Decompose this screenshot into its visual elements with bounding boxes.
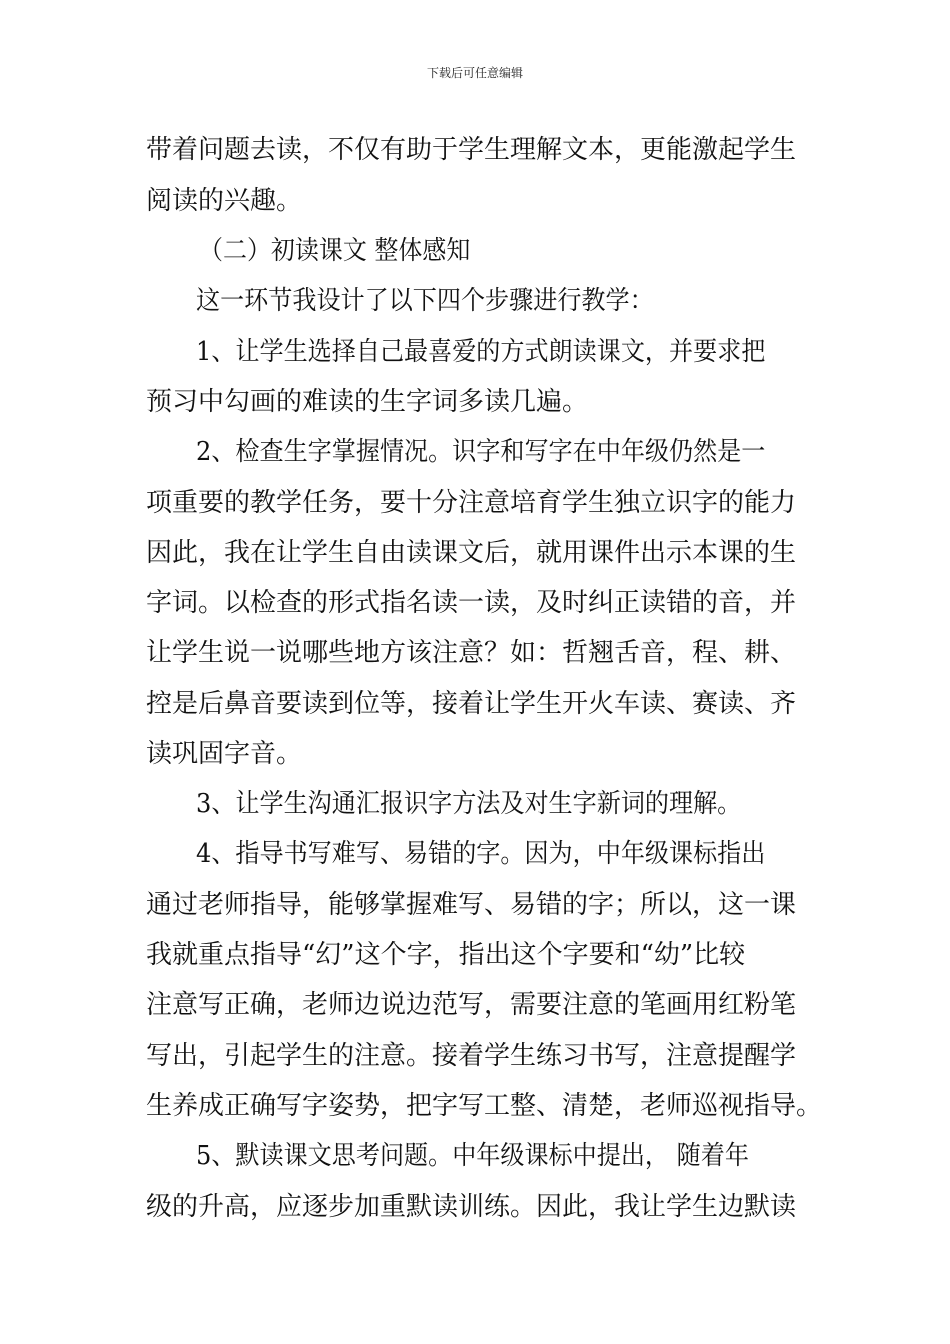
text-line: 带着问题去读，不仅有助于学生理解文本，更能激起学生 (146, 135, 797, 165)
text-line: 通过老师指导，能够掌握难写、易错的字；所以，这一课 (146, 890, 797, 920)
text-line: 生养成正确写字姿势，把字写工整、清楚，老师巡视指导。 (146, 1091, 823, 1121)
text-line: 1、让学生选择自己最喜爱的方式朗读课文，并要求把 (196, 337, 766, 367)
text-line: 读巩固字音。 (146, 739, 303, 769)
text-line: 级的升高，应逐步加重默读训练。因此，我让学生边默读 (146, 1192, 797, 1222)
text-line: 预习中勾画的难读的生字词多读几遍。 (146, 387, 589, 417)
text-line: 我就重点指导“幻”这个字，指出这个字要和“幼”比较 (146, 940, 746, 970)
text-line: 3、让学生沟通汇报识字方法及对生字新词的理解。 (196, 789, 742, 819)
text-line: 写出，引起学生的注意。接着学生练习书写，注意提醒学 (146, 1041, 797, 1071)
section-heading: （二）初读课文 整体感知 (199, 236, 471, 266)
text-line: 字词。以检查的形式指名读一读，及时纠正读错的音，并 (146, 588, 797, 618)
page-header: 下载后可任意编辑 (426, 66, 523, 80)
text-line: 因此，我在让学生自由读课文后，就用课件出示本课的生 (146, 538, 797, 568)
text-line: 阅读的兴趣。 (146, 186, 303, 216)
text-line: 注意写正确，老师边说边范写，需要注意的笔画用红粉笔 (146, 990, 797, 1020)
text-line: 4、指导书写难写、易错的字。因为，中年级课标指出 (196, 839, 766, 869)
text-line: 让学生说一说哪些地方该注意？如：哲翘舌音，程、耕、 (146, 638, 797, 668)
text-line: 项重要的教学任务，要十分注意培育学生独立识字的能力 (146, 488, 797, 518)
text-line: 2、检查生字掌握情况。识字和写字在中年级仍然是一 (196, 437, 766, 467)
text-line: 5、默读课文思考问题。中年级课标中提出， 随着年 (196, 1141, 749, 1171)
text-line: 这一环节我设计了以下四个步骤进行教学： (196, 286, 654, 316)
text-line: 控是后鼻音要读到位等，接着让学生开火车读、赛读、齐 (146, 689, 797, 719)
